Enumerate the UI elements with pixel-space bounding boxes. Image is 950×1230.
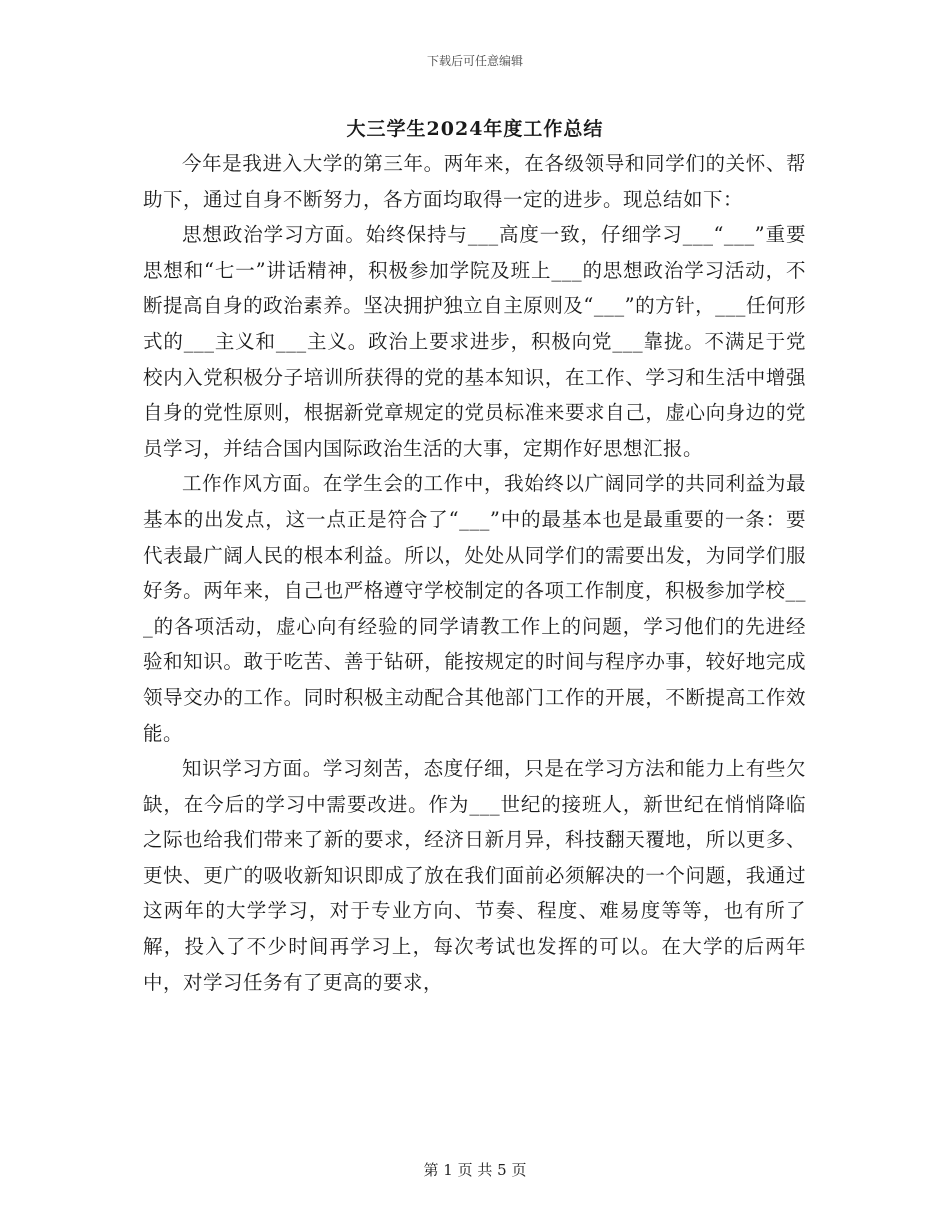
paragraph-work-style: 工作作风方面。在学生会的工作中，我始终以广阔同学的共同利益为最基本的出发点，这一点正是符合了“___”中的最基本也是最重要的一条：要代表最广阔人民的根本利益。所以，处处从同学们的需要出发，为同学们服好务。两年来，自己也严格遵守学校制定的各项工作制度，积极参加学校___的各项活动，虚心向有经验的同学请教工作上的问题，学习他们的先进经验和知识。敢于吃苦、善于钻研，能按规定的时间与程序办事，较好地完成领导交办的工作。同时积极主动配合其他部门工作的开展，不断提高工作效能。 bbox=[143, 472, 806, 745]
document-body bbox=[143, 146, 806, 1000]
paragraph-knowledge-study: 知识学习方面。学习刻苦，态度仔细，只是在学习方法和能力上有些欠缺，在今后的学习中需要改进。作为___世纪的接班人，新世纪在悄悄降临之际也给我们带来了新的要求，经济日新月异，科技翻天覆地，所以更多、更快、更广的吸收新知识即成了放在我们面前必须解决的一个问题，我通过这两年的大学学习，对于专业方向、节奏、程度、难易度等等，也有所了解，投入了不少时间再学习上，每次考试也发挥的可以。在大学的后两年中，对学习任务有了更高的要求， bbox=[143, 757, 806, 994]
paragraph-intro: 今年是我进入大学的第三年。两年来，在各级领导和同学们的关怀、帮助下，通过自身不断努力，各方面均取得一定的进步。现总结如下： bbox=[143, 152, 806, 211]
document-title: 大三学生2024年度工作总结 bbox=[346, 118, 604, 140]
header-note: 下载后可任意编辑 bbox=[426, 54, 523, 68]
paragraph-political-study: 思想政治学习方面。始终保持与___高度一致，仔细学习___“___”重要思想和“七一”讲话精神，积极参加学院及班上___的思想政治学习活动，不断提高自身的政治素养。坚决拥护独立自主原则及“___”的方针，___任何形式的___主义和___主义。政治上要求进步，积极向党___靠拢。不满足于党校内入党积极分子培训所获得的党的基本知识，在工作、学习和生活中增强自身的党性原则，根据新党章规定的党员标准来要求自己，虚心向身边的党员学习，并结合国内国际政治生活的大事，定期作好思想汇报。 bbox=[143, 223, 806, 460]
page-footer: 第 1 页 共 5 页 bbox=[423, 1161, 527, 1179]
